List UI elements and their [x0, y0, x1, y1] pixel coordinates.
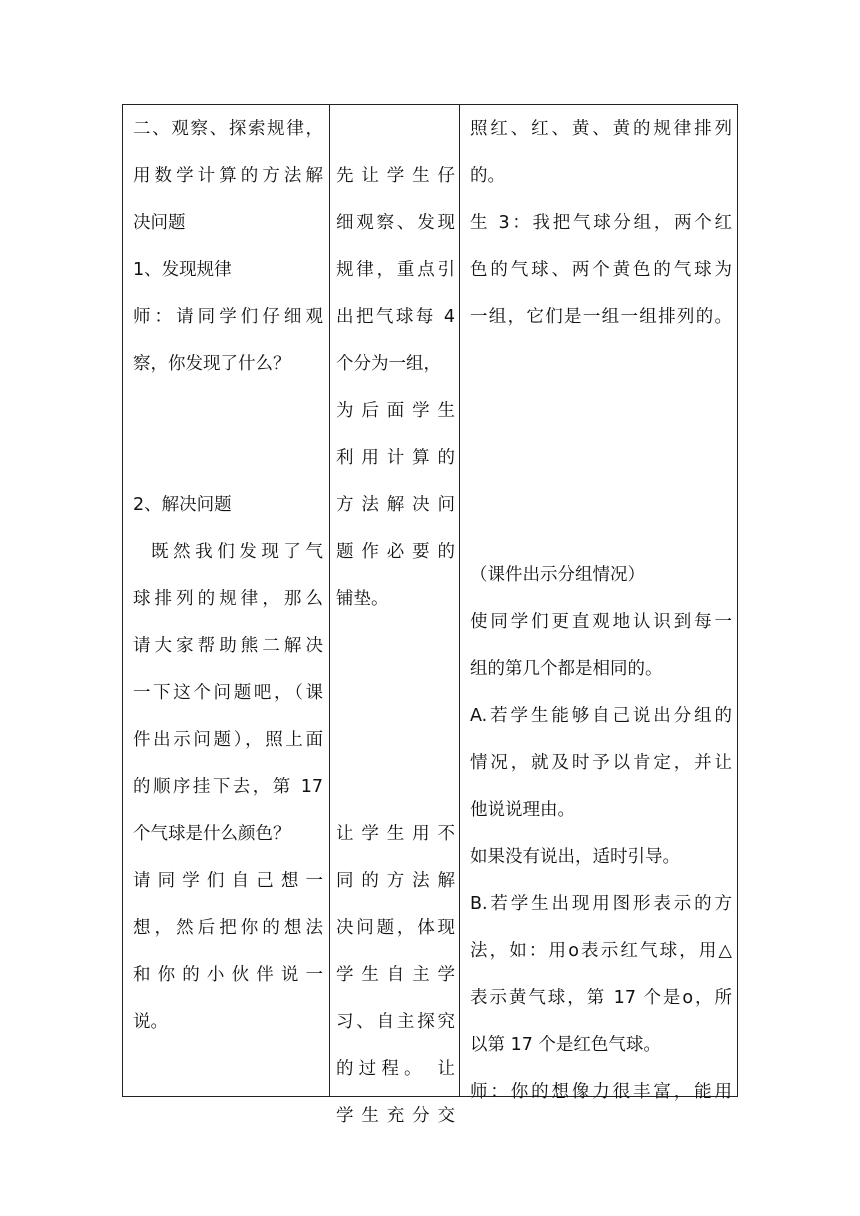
design-intent-column — [330, 105, 459, 1126]
text-line: 二、观察、探索规律， — [133, 119, 323, 139]
text-line: 件出示问题），照上面 — [133, 730, 323, 750]
text-line: 如果没有说出，适时引导。 — [470, 847, 680, 867]
text-line: 同的方法解 — [336, 871, 455, 891]
text-line: 组的第几个都是相同的。 — [470, 659, 663, 679]
text-line: 法，如：用o表示红气球，用△ — [470, 941, 732, 961]
text-line: 为后面学生 — [336, 401, 455, 421]
text-line: 使同学们更直观地认识到每一 — [470, 612, 732, 632]
text-line: 个分为一组， — [336, 354, 441, 374]
text-line: 师：请同学们仔细观 — [133, 307, 323, 327]
text-line: 1、发现规律 — [133, 260, 232, 280]
text-line: 学生充分交 — [336, 1106, 455, 1126]
text-line: 个气球是什么颜色？ — [133, 824, 291, 844]
text-line: 请同学们自己想一 — [133, 871, 323, 891]
text-line: 用数学计算的方法解 — [133, 166, 323, 186]
text-line: 球排列的规律，那么 — [133, 589, 323, 609]
text-line: 决问题，体现 — [336, 918, 455, 938]
text-line: 题作必要的 — [336, 542, 455, 562]
text-line: 和你的小伙伴说一 — [133, 965, 323, 985]
text-line: 以第 17 个是红色气球。 — [470, 1035, 661, 1055]
text-line: 细观察、发现 — [336, 213, 455, 233]
text-line: 察，你发现了什么？ — [133, 354, 291, 374]
text-line: 的过程。 让 — [336, 1059, 455, 1079]
text-line: 想，然后把你的想法 — [133, 918, 323, 938]
text-line: 铺垫。 — [336, 589, 389, 609]
teaching-process-column — [123, 105, 329, 1096]
text-line: 学生自主学 — [336, 965, 455, 985]
text-line: 的。 — [470, 166, 505, 186]
text-line: 决问题 — [133, 213, 186, 233]
text-line: 规律，重点引 — [336, 260, 455, 280]
text-line: 生 3：我把气球分组，两个红 — [470, 213, 732, 233]
text-line: 一下这个问题吧，（课 — [133, 683, 323, 703]
text-line: 2、解决问题 — [133, 495, 232, 515]
text-line: 情况，就及时予以肯定，并让 — [470, 753, 732, 773]
text-line: 的顺序挂下去，第 17 — [133, 777, 323, 797]
student-activity-column — [460, 105, 738, 1102]
text-line: 先让学生仔 — [336, 166, 455, 186]
text-line: （课件出示分组情况） — [470, 565, 645, 585]
text-line: 请大家帮助熊二解决 — [133, 636, 323, 656]
text-line: 既然我们发现了气 — [151, 542, 323, 562]
text-line: 方法解决问 — [336, 495, 455, 515]
text-line: 利用计算的 — [336, 448, 455, 468]
text-line: 表示黄气球，第 17 个是o，所 — [470, 988, 732, 1008]
text-line: 他说说理由。 — [470, 800, 575, 820]
text-line: 照红、红、黄、黄的规律排列 — [470, 119, 732, 139]
text-line: 师：你的想像力很丰富，能用 — [470, 1082, 732, 1102]
lesson-table — [122, 104, 738, 1126]
text-line: 出把气球每 4 — [336, 307, 455, 327]
text-line: 一组，它们是一组一组排列的。 — [470, 307, 732, 327]
text-line: 习、自主探究 — [336, 1012, 455, 1032]
text-line: B.若学生出现用图形表示的方 — [470, 894, 732, 914]
text-line: 色的气球、两个黄色的气球为 — [470, 260, 732, 280]
text-line: A.若学生能够自己说出分组的 — [470, 706, 732, 726]
text-line: 让学生用不 — [336, 824, 455, 844]
text-line: 说。 — [133, 1012, 168, 1032]
